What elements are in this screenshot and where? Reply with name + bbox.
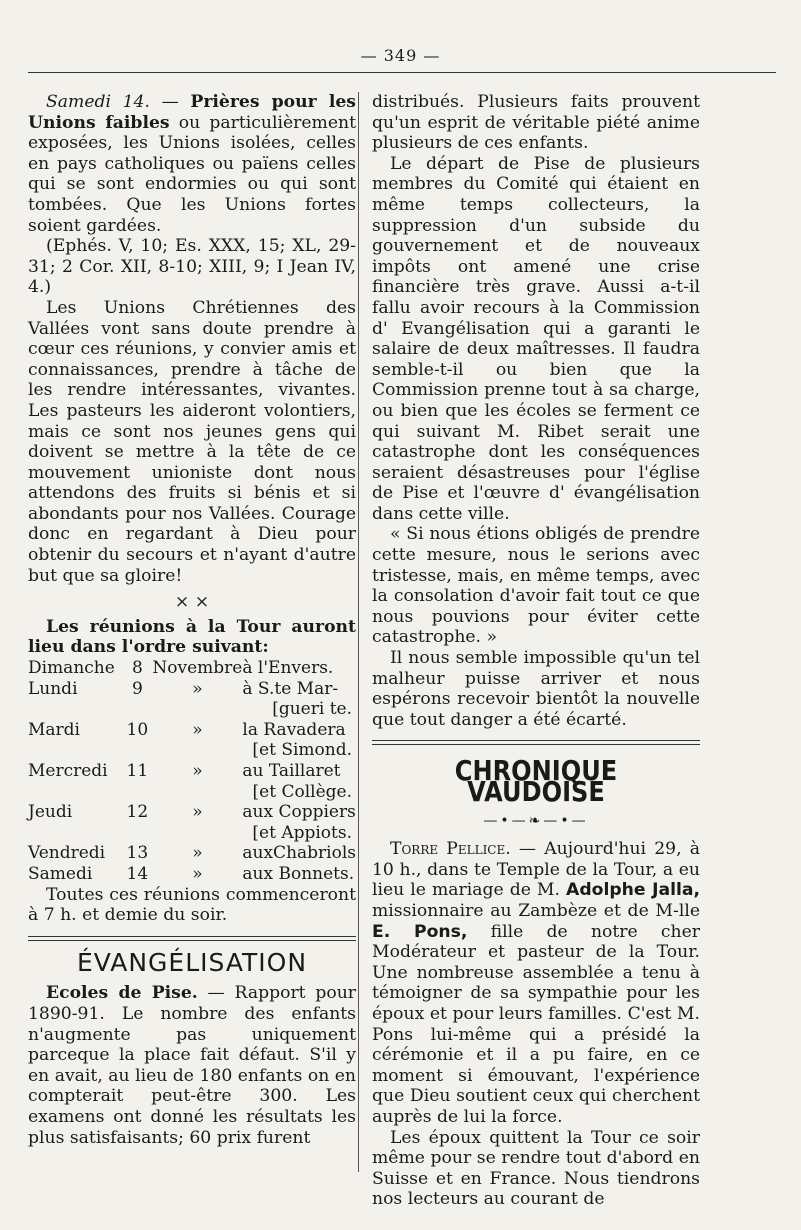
ecoles-paragraph — [28, 983, 356, 1148]
schedule-row-continuation — [28, 699, 356, 720]
scripture-references: (Ephés. V, 10; Es. XXX, 15; XL, 29-31; 2 Cor. XII, 8-10; XIII, 9; I Jean IV, 4.) — [28, 236, 356, 298]
schedule-date: 14 — [126, 863, 149, 884]
schedule-place-continuation: [et Simond. — [252, 740, 352, 761]
schedule-place: la Ravadera — [242, 719, 346, 740]
schedule-row — [28, 720, 356, 741]
schedule-day: Dimanche — [28, 658, 115, 679]
schedule-place: auxChabriols — [242, 843, 356, 864]
meetings-schedule — [28, 658, 356, 885]
schedule-row — [28, 658, 356, 679]
prayer-paragraph — [28, 92, 356, 236]
bride-name: E. Pons, — [372, 921, 468, 942]
right-column — [372, 92, 700, 1210]
torre-text-a: — Aujourd'hui 29, à 10 h., dans te Temple de la Tour, a eu lieu le mariage de M. — [372, 839, 700, 901]
pise-crisis-paragraph: Le départ de Pise de plusieurs membres du Comité qui étaient en même temps collecteurs, la suppression d'un subside du gouvernement et de nouveaux impôts ont amené une crise financière très grave. Aussi a-t-il fallu avoir recours à la Commission d' Evangélisation qui a garanti le salaire de deux maîtresses. Il faudra semble-t-il ou bien que la Commission prenne tout à sa charge, ou bien que les écoles se ferment ce qui suivant M. Ribet serait une catastrophe dont les conséquences seraient désastreuses pour l'église de Pise et l'œuvre d' évangélisation dans cette ville. — [372, 153, 700, 524]
schedule-place: aux Coppiers — [242, 802, 356, 823]
schedule-date: 8 — [131, 658, 143, 679]
schedule-place-continuation: [et Collège. — [252, 781, 352, 802]
ecoles-heading: Ecoles de Pise. — [46, 983, 198, 1004]
torre-paragraph — [372, 839, 700, 1127]
schedule-row — [28, 802, 356, 823]
schedule-day: Lundi — [28, 678, 78, 699]
header-rule — [28, 72, 776, 73]
schedule-note: Toutes ces réunions commenceront à 7 h. et demie du soir. — [28, 884, 356, 926]
schedule-row — [28, 843, 356, 864]
schedule-date: 13 — [126, 843, 149, 864]
torre-label: Torre Pellice. — [390, 839, 511, 860]
prayer-dash: — — [149, 92, 191, 112]
prayer-heading: Prières pour les Unions faibles — [28, 92, 356, 133]
schedule-month: » — [192, 863, 203, 884]
schedule-row-continuation — [28, 782, 356, 803]
schedule-day: Jeudi — [28, 802, 73, 823]
schedule-date: 11 — [126, 761, 149, 781]
schedule-place-continuation: [et Appiots. — [252, 822, 352, 843]
torre-text-b: missionnaire au Zambèze et de M-lle — [372, 900, 700, 921]
couple-departure-paragraph: Les époux quittent la Tour ce soir même pour se rendre tout d'abord en Suisse et en France. Nous tiendrons nos lecteurs au courant de — [372, 1127, 700, 1210]
schedule-place: à l'Envers. — [242, 658, 334, 679]
schedule-day: Samedi — [28, 863, 93, 884]
section-separator — [28, 936, 356, 941]
schedule-date: 10 — [126, 719, 149, 740]
groom-name: Adolphe Jalla, — [566, 880, 700, 901]
schedule-row-continuation — [28, 823, 356, 844]
schedule-day: Vendredi — [28, 843, 106, 864]
section-separator-right — [372, 740, 700, 745]
schedule-month: » — [192, 761, 203, 781]
pise-continued: distribués. Plusieurs faits prouvent qu'un esprit de véritable piété anime plusieurs de ces enfants. — [372, 92, 700, 154]
schedule-month: » — [192, 719, 203, 740]
schedule-place: aux Bonnets. — [242, 863, 355, 884]
meetings-intro — [28, 617, 356, 658]
crosses-separator: × × — [174, 592, 210, 613]
schedule-place: à S.te Mar- — [242, 678, 339, 699]
column-divider — [358, 92, 359, 1172]
evangelisation-title: ÉVANGÉLISATION — [76, 947, 308, 977]
unions-paragraph: Les Unions Chrétiennes des Vallées vont sans doute prendre à cœur ces réunions, y convier amis et connaissances, prendre à tâche de les rendre intéressantes, vivantes. Les pasteurs les aideront volontiers, mais ce sont nos jeunes gens qui doivent se mettre à la tête de ce mouvement unioniste dont nous attendons des fruits si bénis et si abondants pour nos Vallées. Courage donc en regardant à Dieu pour obtenir du secours et n'ayant d'autre but que sa gloire! — [28, 297, 356, 586]
schedule-date: 12 — [126, 802, 149, 823]
schedule-month: » — [192, 843, 203, 864]
schedule-row — [28, 761, 356, 782]
schedule-month: » — [192, 678, 203, 699]
ecoles-text: — Rapport pour 1890-91. Le nombre des enfants n'augmente pas uniquement parceque la place fait défaut. S'il y en avait, au lieu de 180 enfants on en compterait peut-être 300. Les examens ont donné les résultats les plus satisfaisants; 60 prix furent — [28, 983, 356, 1148]
schedule-place: au Taillaret — [242, 761, 341, 781]
schedule-row-continuation — [28, 740, 356, 761]
schedule-day: Mardi — [28, 719, 80, 740]
schedule-row — [28, 679, 356, 700]
page-number: — 349 — — [360, 46, 441, 65]
schedule-month: Novembre — [152, 658, 243, 679]
left-column — [28, 92, 356, 1148]
ornament-rule: —•—❧—•— — [483, 812, 589, 829]
schedule-place-continuation: [gueri te. — [272, 699, 352, 720]
pise-hope: Il nous semble impossible qu'un tel malheur puisse arriver et nous espérons recevoir bientôt la nouvelle que tout danger a été écarté. — [372, 648, 700, 730]
torre-text-c: fille de notre cher Modérateur et pasteur de la Tour. Une nombreuse assemblée a tenu à témoigner de sa sympathie pour les époux et pour leurs familles. C'est M. Pons lui-même qui a présidé la cérémonie et il a pu faire, en ce moment si émouvant, l'expérience que Dieu soutient ceux qui cherchent auprès de lui la force. — [372, 921, 701, 1127]
meetings-intro-text: Les réunions à la Tour auront lieu dans l'ordre suivant: — [28, 616, 356, 658]
chronique-title: CHRONIQUE VAUDOISE — [454, 754, 618, 808]
prayer-text: ou particulièrement exposées, les Unions isolées, celles en pays catholiques ou païens celles qui se sont endormies ou qui sont tombées. Que les Unions fortes soient gardées. — [28, 112, 356, 236]
schedule-day: Mercredi — [28, 761, 108, 781]
schedule-month: » — [192, 802, 203, 823]
schedule-date: 9 — [131, 678, 143, 699]
schedule-row — [28, 864, 356, 885]
pise-quote: « Si nous étions obligés de prendre cette mesure, nous le serions avec tristesse, mais, en même temps, avec la consolation d'avoir fait tout ce que nous pouvions pour éviter cette catastrophe. » — [372, 524, 700, 648]
prayer-day: Samedi 14. — [46, 92, 150, 112]
